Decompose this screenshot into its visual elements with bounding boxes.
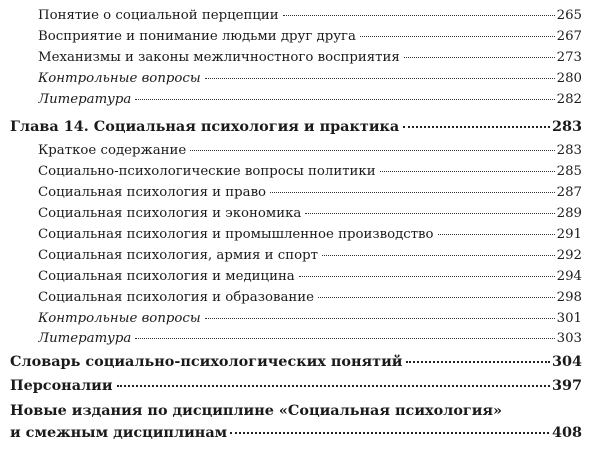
toc-entry-page: 267 xyxy=(556,29,582,44)
toc-chapter-page: 304 xyxy=(551,353,582,370)
dot-leader xyxy=(135,338,554,339)
toc-entry-page: 280 xyxy=(556,71,582,86)
dot-leader xyxy=(318,297,555,298)
toc-entry-summary[interactable] xyxy=(38,143,582,162)
toc-chapter-page: 283 xyxy=(551,118,582,135)
toc-personalia[interactable] xyxy=(10,377,582,398)
dot-leader xyxy=(438,234,555,235)
dot-leader xyxy=(305,213,554,214)
toc-entry-control-questions[interactable] xyxy=(38,71,582,90)
dot-leader xyxy=(404,57,555,58)
dot-leader xyxy=(299,276,555,277)
toc-entry-title: Социальная психология и экономика xyxy=(38,206,302,221)
toc-entry-title: Социальная психология и право xyxy=(38,185,267,200)
toc-entry-page: 292 xyxy=(556,248,582,263)
toc-entry-page: 283 xyxy=(556,143,582,158)
toc-chapter-title: Словарь социально-психологических понятий xyxy=(10,353,403,370)
toc-entry-title: Контрольные вопросы xyxy=(38,71,201,86)
toc-chapter-title-line1: Новые издания по дисциплине «Социальная психология» xyxy=(10,402,503,419)
toc-entry-title: Социальная психология и медицина xyxy=(38,269,295,284)
toc-entry-title: Литература xyxy=(38,331,132,346)
toc-chapter-title-line2: и смежным дисциплинам xyxy=(10,424,228,441)
toc-entry-title: Контрольные вопросы xyxy=(38,311,201,326)
toc-entry-perception-mechanisms[interactable] xyxy=(38,50,582,69)
toc-entry-medicine[interactable] xyxy=(38,269,582,288)
toc-glossary[interactable] xyxy=(10,353,582,374)
toc-entry-economics[interactable] xyxy=(38,206,582,225)
toc-entry-page: 291 xyxy=(556,227,582,242)
toc-entry-law[interactable] xyxy=(38,185,582,204)
toc-entry-page: 273 xyxy=(556,50,582,65)
dot-leader xyxy=(117,385,550,387)
toc-entry-title: Восприятие и понимание людьми друг друга xyxy=(38,29,356,44)
dot-leader xyxy=(283,15,555,16)
dot-leader xyxy=(190,150,554,151)
toc-entry-title: Социальная психология и промышленное производство xyxy=(38,227,434,242)
toc-entry-page: 298 xyxy=(556,290,582,305)
toc-entry-literature[interactable] xyxy=(38,92,582,111)
dot-leader xyxy=(135,99,554,100)
toc-entry-page: 282 xyxy=(556,92,582,107)
dot-leader xyxy=(205,318,555,319)
dot-leader xyxy=(270,192,555,193)
toc-chapter-page: 408 xyxy=(551,424,582,441)
toc-entry-literature[interactable] xyxy=(38,331,582,350)
toc-entry-title: Литература xyxy=(38,92,132,107)
toc-chapter-title-row2 xyxy=(10,424,582,441)
toc-entry-title: Механизмы и законы межличностного восприятия xyxy=(38,50,400,65)
toc-entry-page: 265 xyxy=(556,8,582,23)
dot-leader xyxy=(406,361,550,363)
toc-entry-page: 301 xyxy=(556,311,582,326)
toc-chapter-title: Глава 14. Социальная психология и практика xyxy=(10,118,400,135)
toc-entry-education[interactable] xyxy=(38,290,582,309)
toc-entry-page: 294 xyxy=(556,269,582,284)
toc-entry-industry[interactable] xyxy=(38,227,582,246)
toc-entry-politics[interactable] xyxy=(38,164,582,183)
toc-entry-army-sport[interactable] xyxy=(38,248,582,267)
toc-chapter-title: Персоналии xyxy=(10,377,113,394)
toc-entry-title: Социальная психология и образование xyxy=(38,290,314,305)
dot-leader xyxy=(360,36,555,37)
dot-leader xyxy=(380,171,555,172)
toc-entry-mutual-understanding[interactable] xyxy=(38,29,582,48)
dot-leader xyxy=(322,255,555,256)
dot-leader xyxy=(403,126,550,128)
toc-entry-social-perception[interactable] xyxy=(38,8,582,27)
dot-leader xyxy=(230,432,549,434)
toc-entry-title: Социально-психологические вопросы политики xyxy=(38,164,376,179)
toc-entry-page: 303 xyxy=(556,331,582,346)
toc-entry-page: 285 xyxy=(556,164,582,179)
toc-chapter-page: 397 xyxy=(551,377,582,394)
toc-entry-page: 287 xyxy=(556,185,582,200)
toc-entry-control-questions[interactable] xyxy=(38,311,582,330)
toc-entry-title: Краткое содержание xyxy=(38,143,187,158)
toc-entry-title: Понятие о социальной перцепции xyxy=(38,8,279,23)
toc-entry-title: Социальная психология, армия и спорт xyxy=(38,248,318,263)
toc-entry-page: 289 xyxy=(556,206,582,221)
dot-leader xyxy=(205,78,555,79)
toc-chapter-14[interactable] xyxy=(10,118,582,139)
